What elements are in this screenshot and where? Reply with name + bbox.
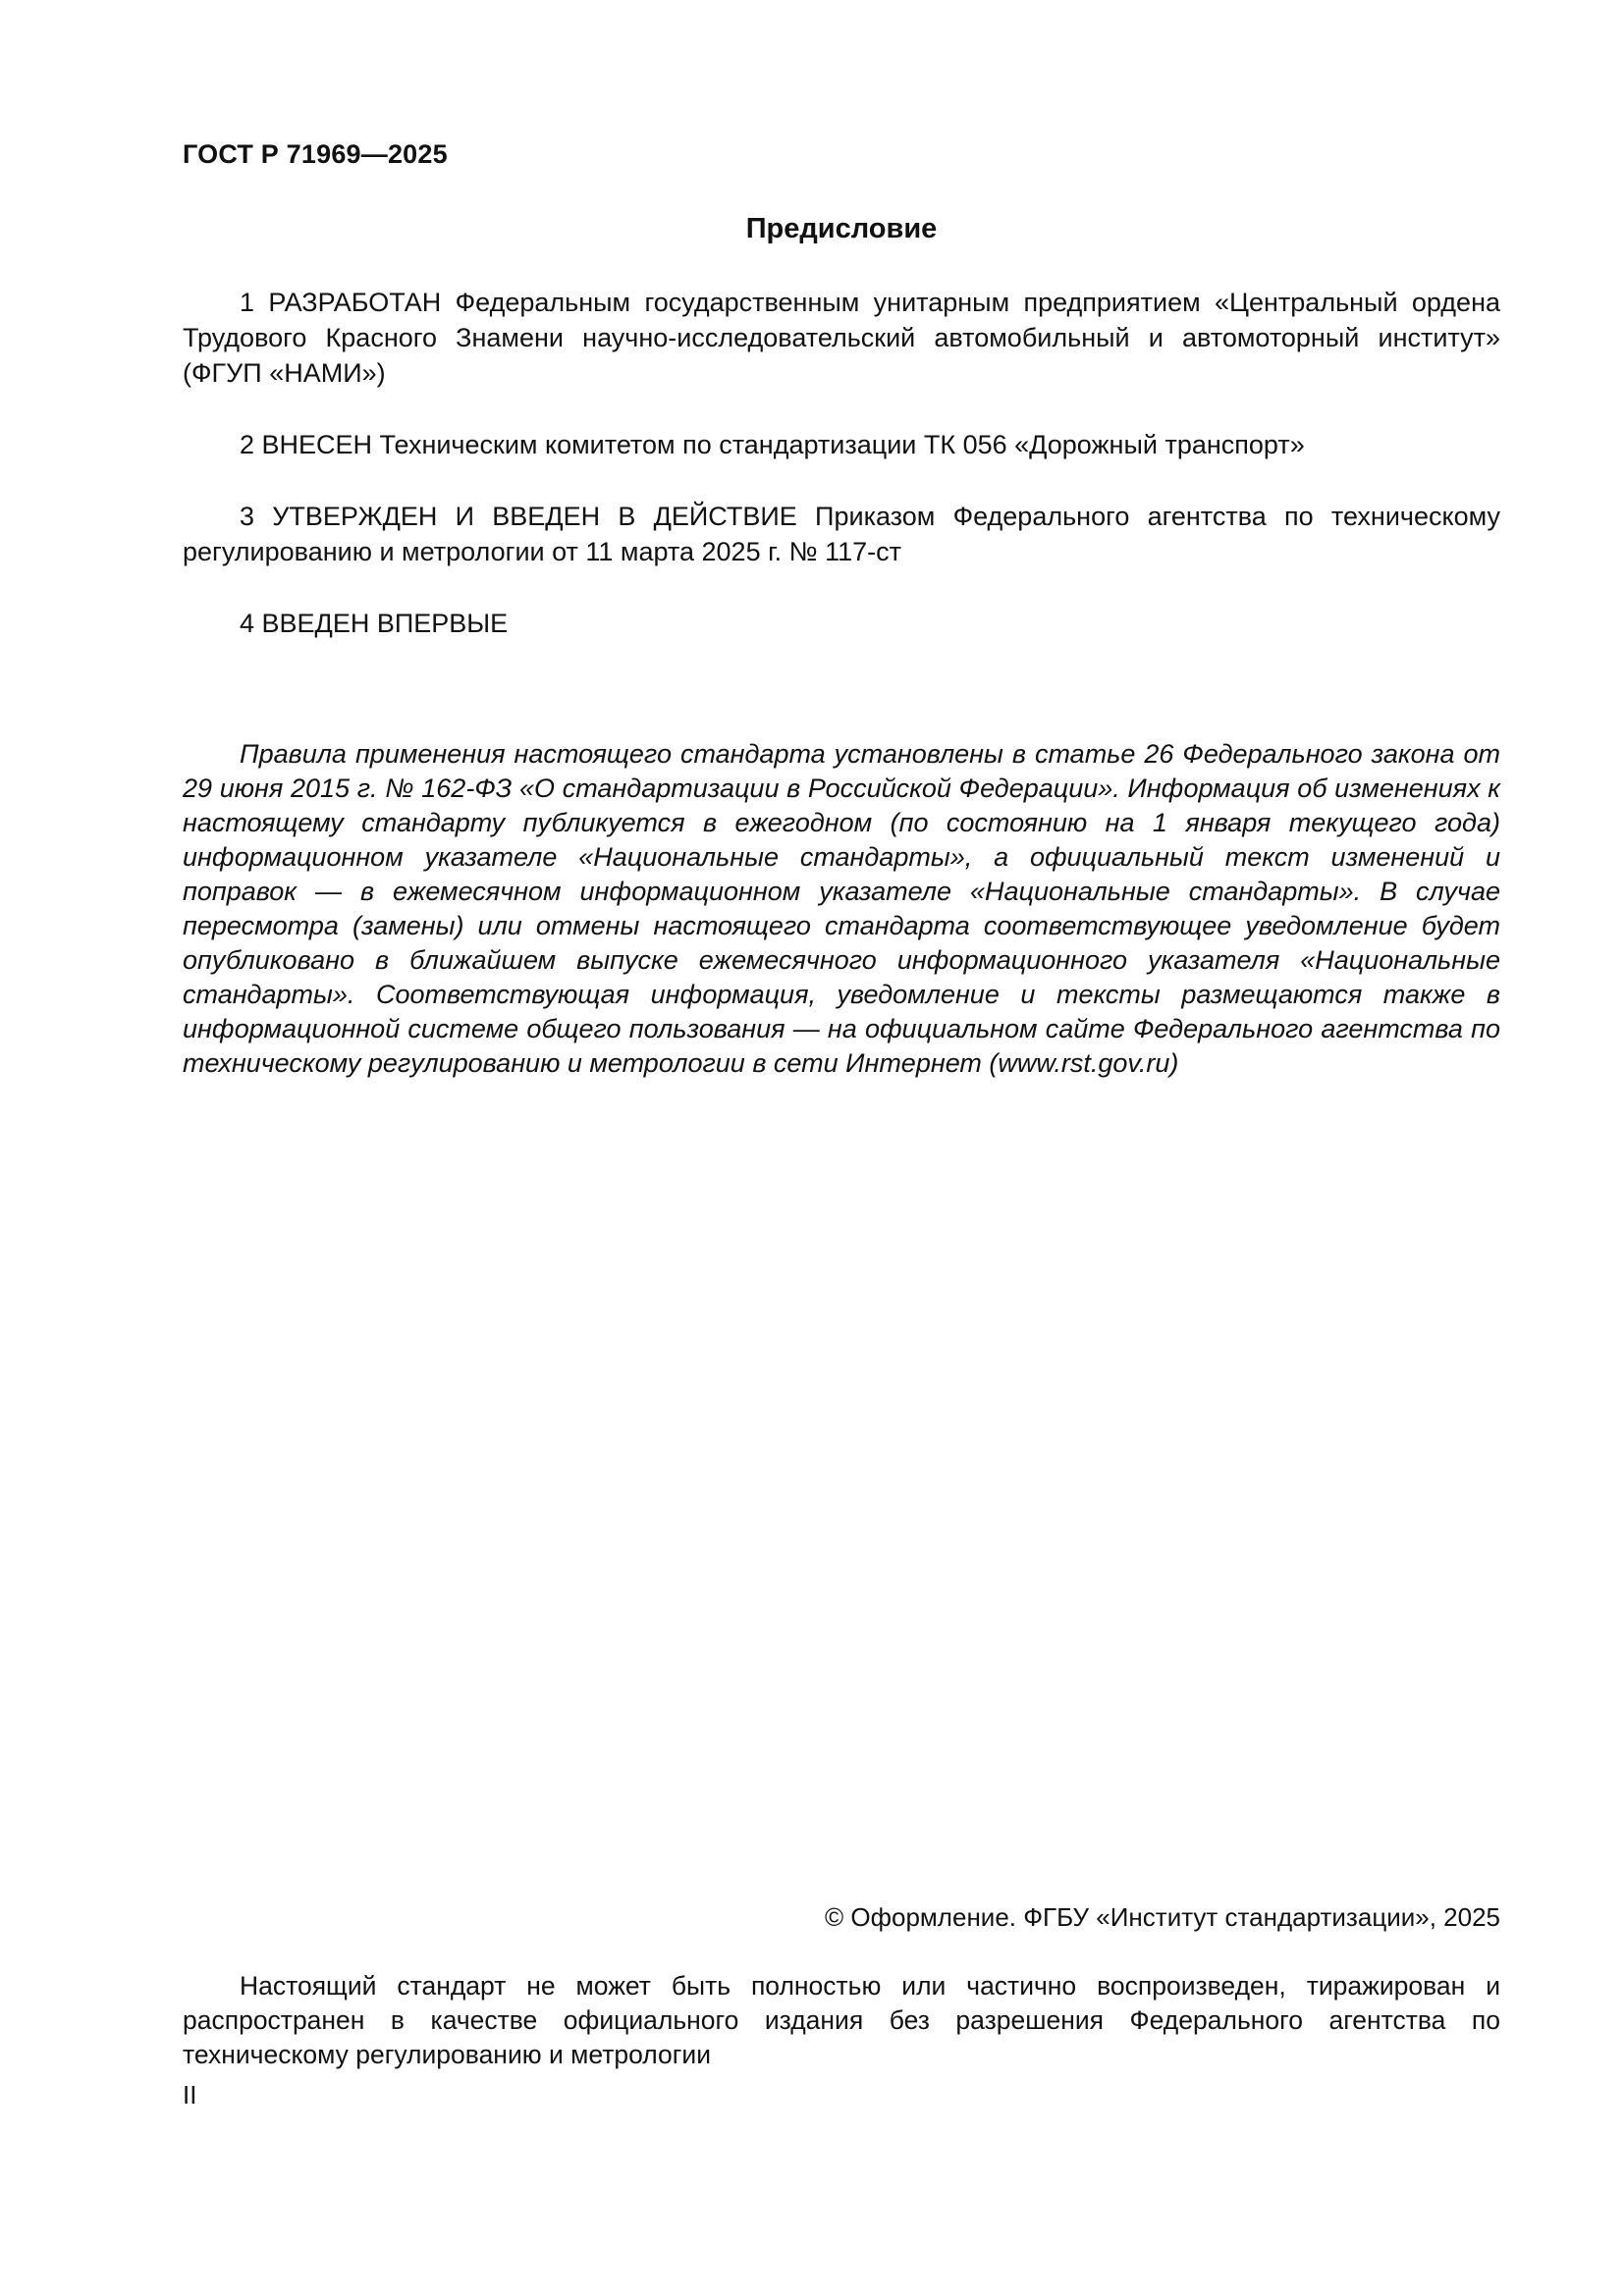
page-content [183, 139, 1500, 1081]
section-title: Предисловие [745, 213, 938, 244]
foreword-item-approved: 3 УТВЕРЖДЕН И ВВЕДЕН В ДЕЙСТВИЕ Приказом Федерального агентства по техническому регулированию и метрологии от 11 марта 2025 г. № 117-ст [183, 502, 1500, 566]
foreword-item-submitted: 2 ВНЕСЕН Техническим комитетом по стандартизации ТК 056 «Дорожный транспорт» [240, 430, 1305, 459]
application-rules-paragraph: Правила применения настоящего стандарта установлены в статье 26 Федерального закона от 29 июня 2015 г. № 162-ФЗ «О стандартизации в Российской Федерации». Информация об изменениях к настоящему стандарту публикуется в ежегодном (по состоянию на 1 января текущего года) информационном указателе «Национальные стандарты», а официальный текст изменений и поправок — в ежемесячном информационном указателе «Национальные стандарты». В случае пересмотра (замены) или отмены настоящего стандарта соответствующее уведомление будет опубликовано в ближайшем выпуске ежемесячного информационного указателя «Национальные стандарты». Соответствующая информация, уведомление и тексты размещаются также в информационной системе общего пользования — на официальном сайте Федерального агентства по техническому регулированию и метрологии в сети Интернет (www.rst.gov.ru) [183, 739, 1500, 1078]
page-footer [183, 1900, 1500, 2111]
foreword-item-developed: 1 РАЗРАБОТАН Федеральным государственным унитарным предприятием «Центральный ордена Трудового Красного Знамени научно-исследовательский автомобильный и автомоторный институт» (ФГУП «НАМИ») [183, 288, 1500, 388]
foreword-item-first-time: 4 ВВЕДЕН ВПЕРВЫЕ [240, 609, 509, 638]
reproduction-notice: Настоящий стандарт не может быть полностью или частично воспроизведен, тиражирован и распространен в качестве официального издания без разрешения Федерального агентства по техническому регулированию и метрологии [183, 1971, 1500, 2069]
copyright-line: © Оформление. ФГБУ «Институт стандартизации», 2025 [825, 1902, 1500, 1932]
standard-code: ГОСТ Р 71969—2025 [183, 139, 448, 169]
page-number: II [183, 2080, 197, 2109]
